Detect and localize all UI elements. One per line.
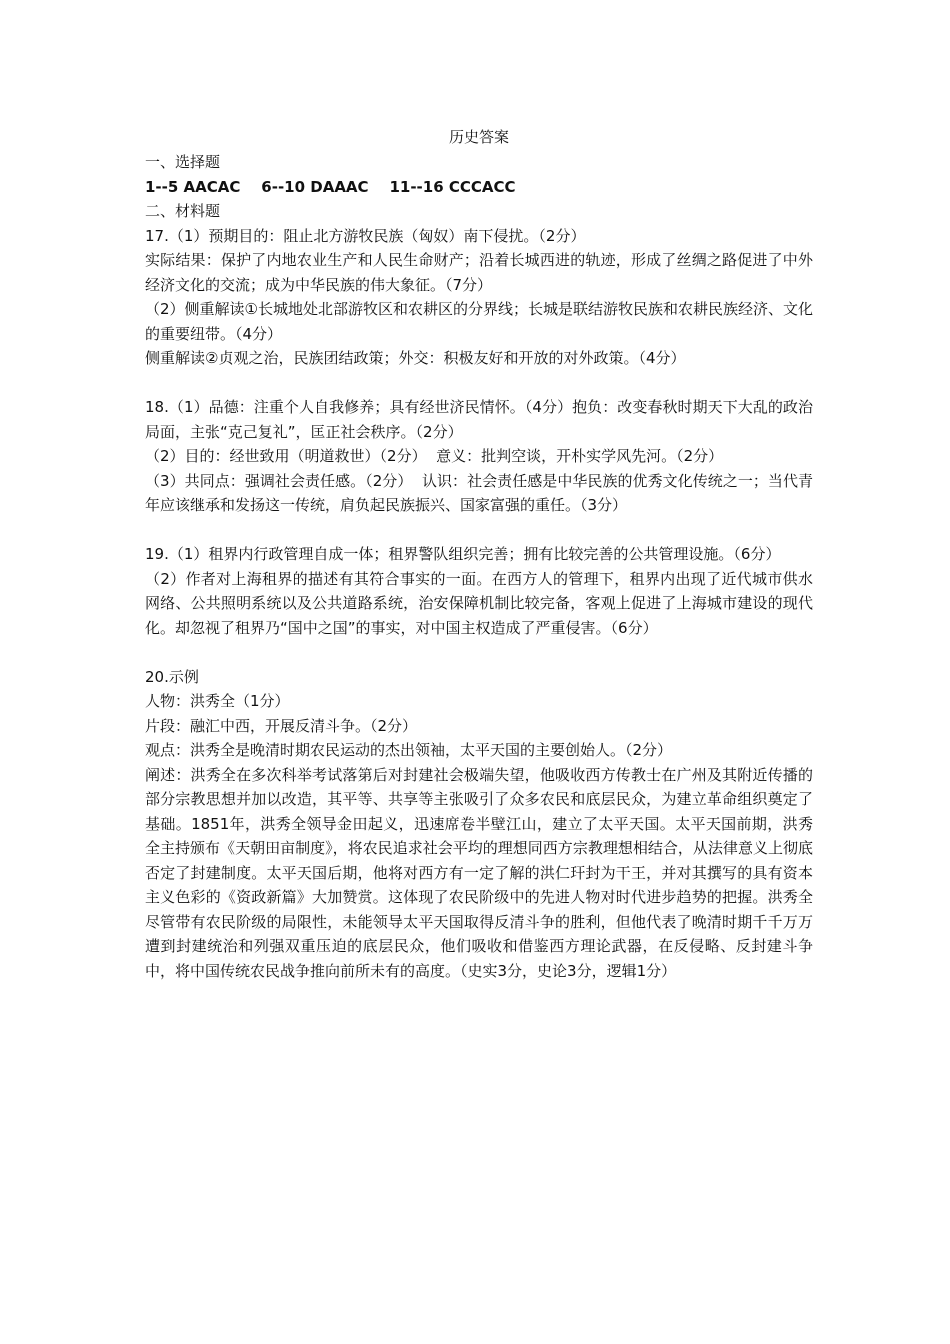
answer-document [145,124,813,983]
q20-view: 观点：洪秀全是晚清时期农民运动的杰出领袖，太平天国的主要创始人。（2分） [145,741,673,759]
q20-heading: 20.示例 [145,667,199,686]
q20-person: 人物：洪秀全（1分） [145,692,290,710]
q17-part2-reading2: 侧重解读②贞观之治，民族团结政策；外交：积极友好和开放的对外政策。（4分） [145,349,686,367]
q17-part2-reading1: （2）侧重解读①长城地处北部游牧区和农耕区的分界线；长城是联结游牧民族和农耕民族经济、文化的重要纽带。（4分） [145,300,813,343]
q18-part2: （2）目的：经世致用（明道救世）（2分） 意义：批判空谈，开朴实学风先河。（2分） [145,447,724,465]
q20-segment: 片段：融汇中西，开展反清斗争。（2分） [145,716,418,735]
q19-part2: （2）作者对上海租界的描述有其符合事实的一面。在西方人的管理下，租界内出现了近代城市供水网络、公共照明系统以及公共道路系统，治安保障机制比较完备，客观上促进了上海城市建设的现代化。却忽视了租界乃“国中之国”的事实，对中国主权造成了严重侵害。（6分） [145,569,813,637]
q19-part1: 19.（1）租界内行政管理自成一体；租界警队组织完善；拥有比较完善的公共管理设施。（6分） [145,545,781,563]
q18-part3: （3）共同点：强调社会责任感。（2分） 认识：社会责任感是中华民族的优秀文化传统之一；当代青年应该继承和发扬这一传统，肩负起民族振兴、国家富强的重任。（3分） [145,471,813,514]
choice-answers: 1--5 AACAC 6--10 DAAAC 11--16 CCCACC [145,177,516,196]
spacer [145,640,813,665]
spacer [145,371,813,396]
q17-actual-result: 实际结果：保护了内地农业生产和人民生命财产；沿着长城西进的轨迹，形成了丝绸之路促进了中外经济文化的交流；成为中华民族的伟大象征。（7分） [145,251,813,294]
section-heading-material: 二、材料题 [145,202,221,220]
q17-part1: 17.（1）预期目的：阻止北方游牧民族（匈奴）南下侵扰。（2分） [145,226,586,245]
page-title: 历史答案 [448,128,509,146]
q20-elaboration: 阐述：洪秀全在多次科举考试落第后对封建社会极端失望，他吸收西方传教士在广州及其附近传播的部分宗教思想并加以改造，其平等、共享等主张吸引了众多农民和底层民众，为建立革命组织奠定了基础。1851年，洪秀全领导金田起义，迅速席卷半壁江山，建立了太平天国。太平天国前期，洪秀全主持颁布《天朝田亩制度》，将农民追求社会平均的理想同西方宗教理想相结合，从法律意义上彻底否定了封建制度。太平天国后期，他将对西方有一定了解的洪仁玕封为干王，并对其撰写的具有资本主义色彩的《资政新篇》大加赞赏。这体现了农民阶级中的先进人物对时代进步趋势的把握。洪秀全尽管带有农民阶级的局限性，未能领导太平天国取得反清斗争的胜利，但他代表了晚清时期千千万万遭到封建统治和列强双重压迫的底层民众，他们吸收和借鉴西方理论武器，在反侵略、反封建斗争中，将中国传统农民战争推向前所未有的高度。（史实3分，史论3分，逻辑1分） [145,765,813,980]
spacer [145,518,813,543]
section-heading-choice: 一、选择题 [145,153,221,171]
q18-part1: 18.（1）品德：注重个人自我修养；具有经世济民情怀。（4分）抱负：改变春秋时期天下大乱的政治局面，主张“克己复礼”，匡正社会秩序。（2分） [145,398,813,441]
